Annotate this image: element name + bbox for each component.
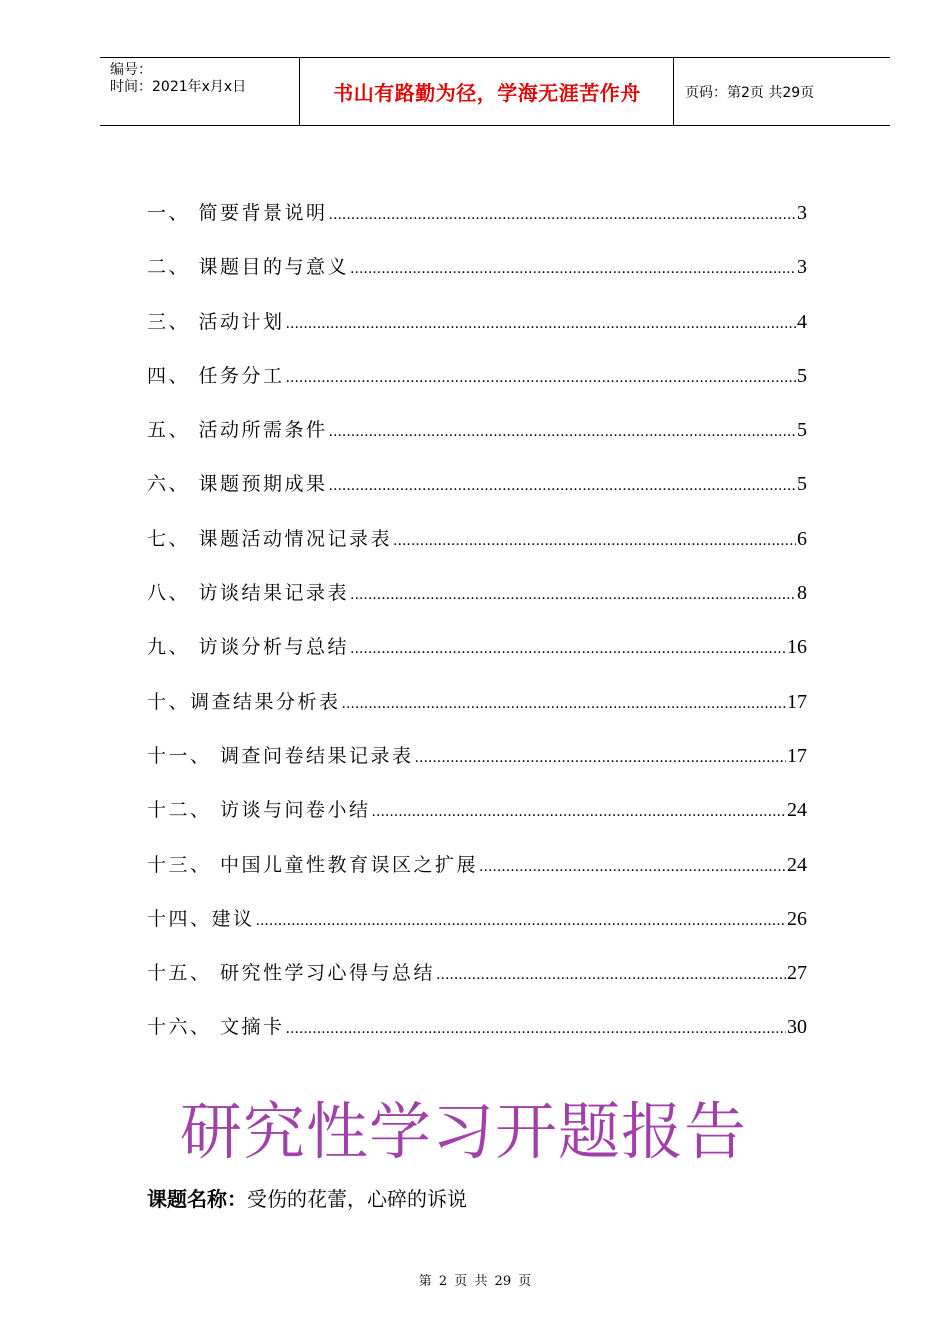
toc-entry-page: 8 bbox=[797, 582, 807, 605]
toc-entry-page: 5 bbox=[797, 473, 807, 496]
toc-entry-page: 16 bbox=[787, 636, 807, 659]
toc-leader-dots bbox=[256, 913, 786, 929]
toc-leader-dots bbox=[286, 370, 796, 386]
toc-leader-dots bbox=[372, 804, 786, 820]
toc-entry-page: 30 bbox=[787, 1016, 807, 1039]
toc-entry[interactable] bbox=[147, 578, 807, 632]
toc-entry-page: 24 bbox=[787, 853, 807, 876]
toc-entry-label: 三、 活动计划 bbox=[147, 310, 285, 333]
toc-entry[interactable] bbox=[147, 469, 807, 523]
toc-entry-label: 七、 课题活动情况记录表 bbox=[147, 527, 393, 550]
subject-value: 受伤的花蕾，心碎的诉说 bbox=[247, 1187, 467, 1211]
serial-number-label: 编号： bbox=[110, 62, 152, 78]
toc-entry[interactable] bbox=[147, 795, 807, 849]
toc-entry-page: 3 bbox=[797, 256, 807, 279]
toc-entry-label: 一、 简要背景说明 bbox=[147, 202, 328, 224]
toc-entry[interactable] bbox=[147, 252, 807, 306]
toc-leader-dots bbox=[286, 316, 796, 332]
toc-entry-label: 十、调查结果分析表 bbox=[147, 690, 341, 713]
toc-entry-label: 十六、 文摘卡 bbox=[147, 1016, 285, 1039]
page-header bbox=[100, 57, 890, 126]
toc-entry-label: 十一、 调查问卷结果记录表 bbox=[147, 744, 414, 767]
toc-entry[interactable] bbox=[147, 958, 807, 1012]
header-meta bbox=[100, 58, 300, 125]
toc-leader-dots bbox=[436, 967, 786, 983]
toc-entry-page: 6 bbox=[797, 527, 807, 550]
toc-entry[interactable] bbox=[147, 904, 807, 958]
toc-entry-label: 二、 课题目的与意义 bbox=[147, 256, 350, 279]
toc-entry-label: 四、 任务分工 bbox=[147, 364, 285, 387]
toc-entry-label: 十二、 访谈与问卷小结 bbox=[147, 799, 371, 822]
toc-entry[interactable] bbox=[147, 850, 807, 904]
document-title: 研究性学习开题报告 bbox=[180, 1095, 748, 1168]
toc-entry[interactable] bbox=[147, 361, 807, 415]
toc-leader-dots bbox=[479, 859, 786, 875]
toc-leader-dots bbox=[329, 207, 796, 223]
toc-leader-dots bbox=[350, 641, 786, 657]
toc-entry[interactable] bbox=[147, 524, 807, 578]
toc-leader-dots bbox=[329, 478, 796, 494]
toc-entry-label: 十五、 研究性学习心得与总结 bbox=[147, 962, 436, 985]
toc-entry-page: 5 bbox=[797, 419, 807, 442]
toc-entry-label: 十三、 中国儿童性教育误区之扩展 bbox=[147, 853, 479, 876]
toc-entry-page: 24 bbox=[787, 799, 807, 822]
toc-entry-page: 17 bbox=[787, 744, 807, 767]
toc-entry-page: 17 bbox=[787, 690, 807, 713]
toc-entry-label: 五、 活动所需条件 bbox=[147, 419, 328, 442]
toc-leader-dots bbox=[286, 1021, 786, 1037]
toc-entry-page: 5 bbox=[797, 364, 807, 387]
toc-leader-dots bbox=[393, 533, 796, 549]
toc-leader-dots bbox=[415, 750, 786, 766]
toc-entry[interactable] bbox=[147, 632, 807, 686]
toc-entry[interactable] bbox=[147, 741, 807, 795]
page-footer: 第 2 页 共 29 页 bbox=[418, 1274, 532, 1289]
toc-leader-dots bbox=[350, 587, 796, 603]
toc-entry[interactable] bbox=[147, 415, 807, 469]
toc-entry[interactable] bbox=[147, 307, 807, 361]
subject-label: 课题名称： bbox=[147, 1187, 247, 1211]
toc-leader-dots bbox=[350, 261, 796, 277]
header-motto: 书山有路勤为径，学海无涯苦作舟 bbox=[301, 58, 674, 125]
toc-entry-label: 六、 课题预期成果 bbox=[147, 473, 328, 496]
toc-entry-label: 九、 访谈分析与总结 bbox=[147, 636, 350, 659]
table-of-contents bbox=[147, 198, 807, 1067]
toc-leader-dots bbox=[329, 424, 796, 440]
toc-entry-page: 27 bbox=[787, 962, 807, 985]
toc-entry-page: 3 bbox=[797, 202, 807, 224]
toc-entry[interactable] bbox=[147, 687, 807, 741]
toc-entry-page: 26 bbox=[787, 907, 807, 930]
toc-entry-label: 十四、建议 bbox=[147, 907, 255, 930]
toc-leader-dots bbox=[342, 696, 786, 712]
toc-entry[interactable] bbox=[147, 1012, 807, 1066]
header-page-code: 页码：第2页 共29页 bbox=[685, 84, 815, 101]
subject-line bbox=[147, 1183, 467, 1212]
time-label: 时间：2021年x月x日 bbox=[110, 79, 247, 95]
toc-entry-label: 八、 访谈结果记录表 bbox=[147, 582, 350, 605]
toc-entry-page: 4 bbox=[797, 310, 807, 333]
toc-entry[interactable] bbox=[147, 198, 807, 252]
